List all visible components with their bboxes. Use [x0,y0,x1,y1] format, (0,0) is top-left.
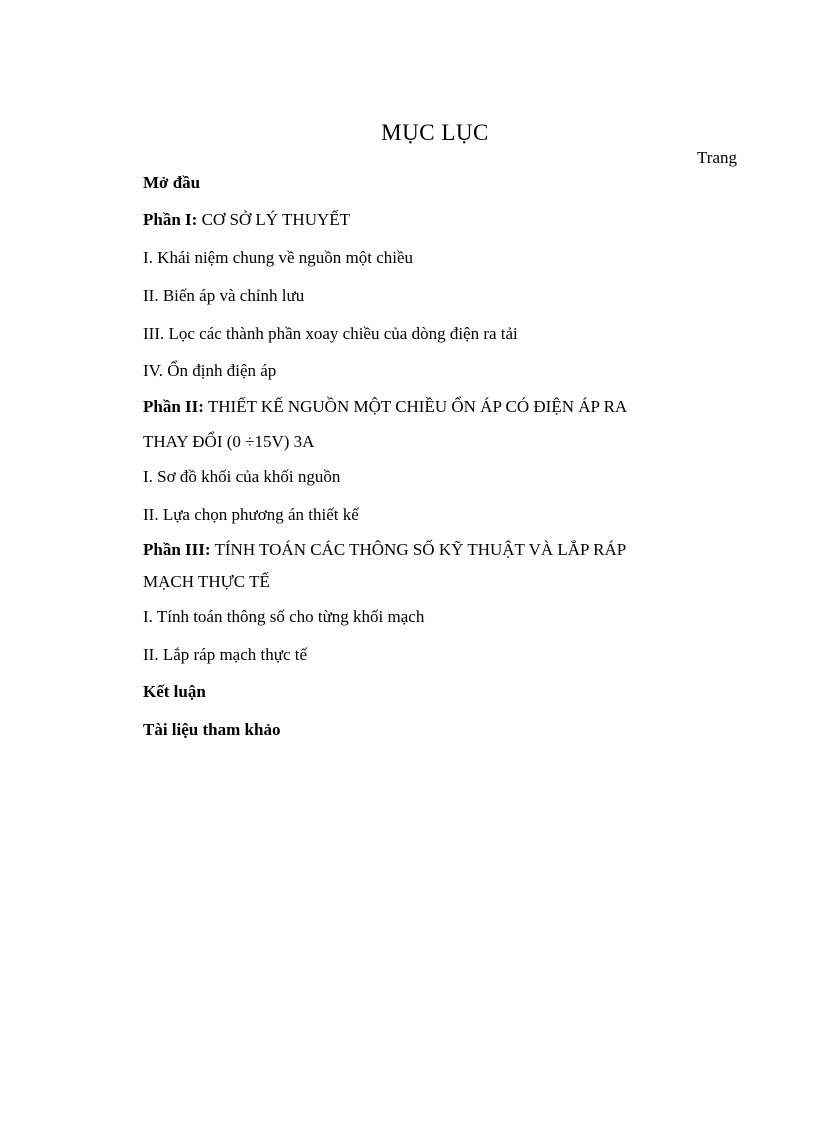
toc-entry-text: I. Tính toán thông số cho từng khối mạch [143,607,425,626]
toc-entry-label: Tài liệu tham khảo [143,720,281,739]
toc-entry-text: III. Lọc các thành phần xoay chiều của dòng điện ra tải [143,324,518,343]
page-column-label: Trang [697,148,737,167]
toc-entry-text: I. Sơ đồ khối của khối nguồn [143,467,341,486]
toc-entry-part-1-section-3 [143,324,518,344]
toc-entry-intro [143,173,200,193]
toc-entry-part-3-continuation: MẠCH THỰC TẾ [143,572,270,591]
toc-entry-label: Phần III: [143,540,211,559]
toc-entry-text: THIẾT KẾ NGUỒN MỘT CHIỀU ỔN ÁP CÓ ĐIỆN ÁP RA [207,397,628,416]
toc-entry-label: Phần II: [143,397,204,416]
toc-entry-references [143,720,280,740]
toc-entry-part-1-section-1 [143,248,413,268]
toc-entry-text: II. Lựa chọn phương án thiết kế [143,505,359,524]
toc-entry-text: IV. Ổn định điện áp [143,361,277,380]
toc-entry-label: Phần I: [143,210,198,229]
toc-entry-part-1-section-4 [143,361,276,381]
toc-entry-text: CƠ SỞ LÝ THUYẾT [201,210,351,229]
toc-entry-text: I. Khái niệm chung về nguồn một chiều [143,248,414,267]
toc-entry-part-3 [143,540,626,560]
toc-entry-conclusion [143,682,206,702]
toc-entry-text: II. Lắp ráp mạch thực tế [143,645,308,664]
toc-entry-label: Mở đầu [143,173,201,192]
toc-entry-part-2-section-2 [143,505,359,525]
page-title: MỤC LỤC [381,120,489,145]
toc-entry-part-1-section-2 [143,286,304,306]
toc-entry-part-2-continuation: THAY ĐỔI (0 ÷15V) 3A [143,432,315,451]
toc-entry-text: TÍNH TOÁN CÁC THÔNG SỐ KỸ THUẬT VÀ LẮP RÁP [214,540,627,559]
toc-entry-part-3-section-2 [143,645,307,665]
toc-entry-label: Kết luận [143,682,206,701]
toc-entry-part-3-section-1 [143,607,424,627]
toc-entry-part-2 [143,397,627,417]
toc-entry-part-1 [143,210,350,230]
toc-entry-part-2-section-1 [143,467,340,487]
toc-entry-text: II. Biến áp và chỉnh lưu [143,286,305,305]
